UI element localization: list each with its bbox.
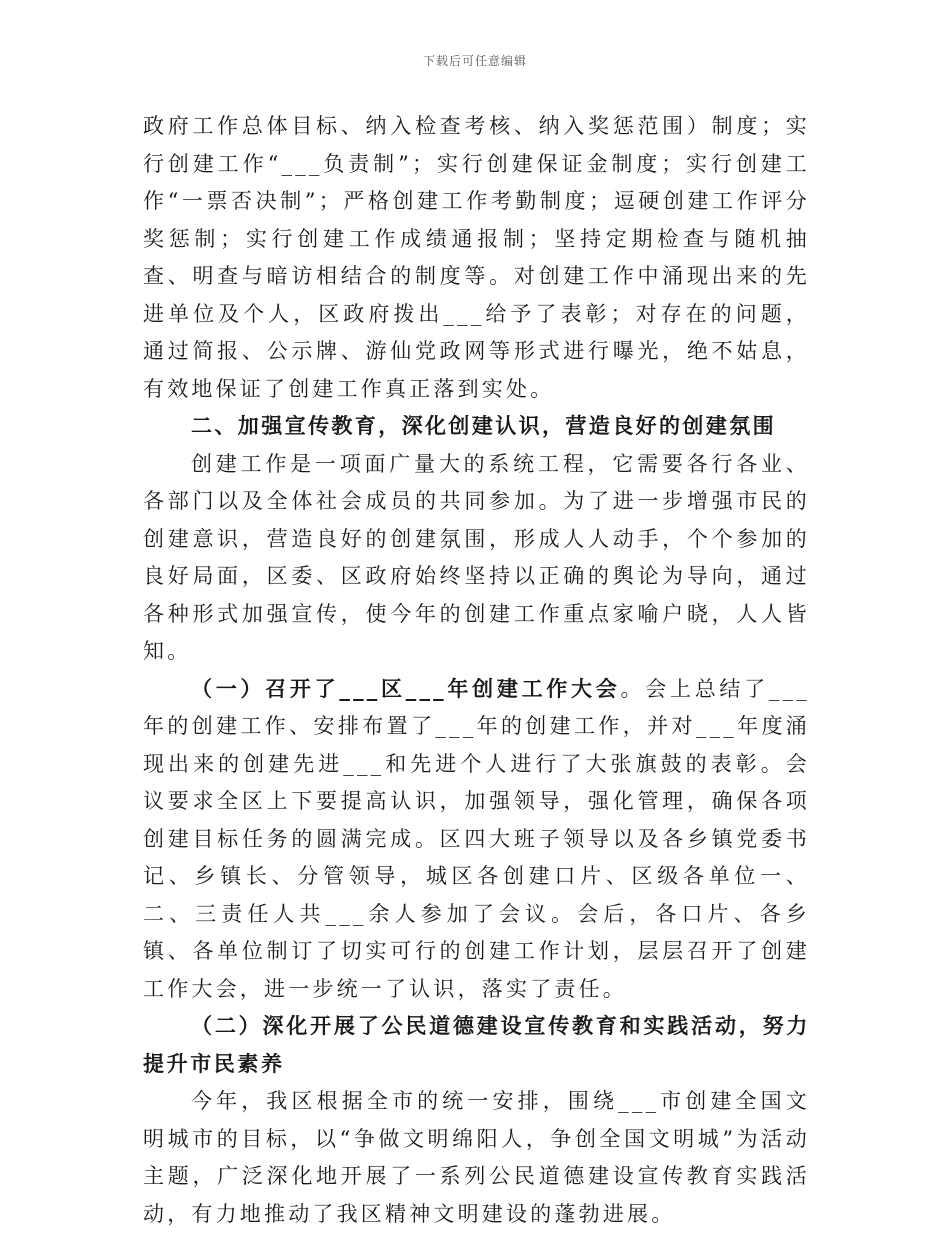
- paragraph-morality: 今年，我区根据全市的统一安排，围绕___市创建全国文明城市的目标，以“争做文明绵阳人，争创全国文明城”为活动主题，广泛深化地开展了一系列公民道德建设宣传教育实践活动，有力地推动了我区精神文明建设的蓬勃进展。: [143, 1089, 810, 1226]
- document-body: [143, 108, 810, 1233]
- page-header: 下载后可任意编辑: [422, 54, 527, 68]
- paragraph-system: 政府工作总体目标、纳入检查考核、纳入奖惩范围）制度；实行创建工作“___负责制”；实行创建保证金制度；实行创建工作“一票否决制”；严格创建工作考勤制度；逗硬创建工作评分奖惩制；实行创建工作成绩通报制；坚持定期检查与随机抽查、明查与暗访相结合的制度等。对创建工作中涌现出来的先进单位及个人，区政府拨出___给予了表彰；对存在的问题，通过简报、公示牌、游仙党政网等形式进行曝光，绝不姑息，有效地保证了创建工作真正落到实处。: [143, 114, 810, 401]
- subsection-heading-one: （一）召开了___区___年创建工作大会: [191, 676, 621, 701]
- section-heading-two: 二、加强宣传教育，深化创建认识，营造良好的创建氛围: [191, 414, 776, 438]
- subsection-heading-two: （二）深化开展了公民道德建设宣传教育和实践活动，努力提升市民素养: [143, 1014, 810, 1076]
- paragraph-intro: 创建工作是一项面广量大的系统工程，它需要各行各业、各部门以及全体社会成员的共同参加。为了进一步增强市民的创建意识，营造良好的创建氛围，形成人人动手，个个参加的良好局面，区委、区政府始终坚持以正确的舆论为导向，通过各种形式加强宣传，使今年的创建工作重点家喻户晓，人人皆知。: [143, 451, 810, 663]
- paragraph-conference: [143, 671, 810, 1009]
- paragraph-conference-body: 。会上总结了___年的创建工作、安排布置了___年的创建工作，并对___年度涌现出来的创建先进___和先进个人进行了大张旗鼓的表彰。会议要求全区上下要提高认识，加强领导，强化管理，确保各项创建目标任务的圆满完成。区四大班子领导以及各乡镇党委书记、乡镇长、分管领导，城区各创建口片、区级各单位一、二、三责任人共___余人参加了会议。会后，各口片、各乡镇、各单位制订了切实可行的创建工作计划，层层召开了创建工作大会，进一步统一了认识，落实了责任。: [143, 676, 810, 1001]
